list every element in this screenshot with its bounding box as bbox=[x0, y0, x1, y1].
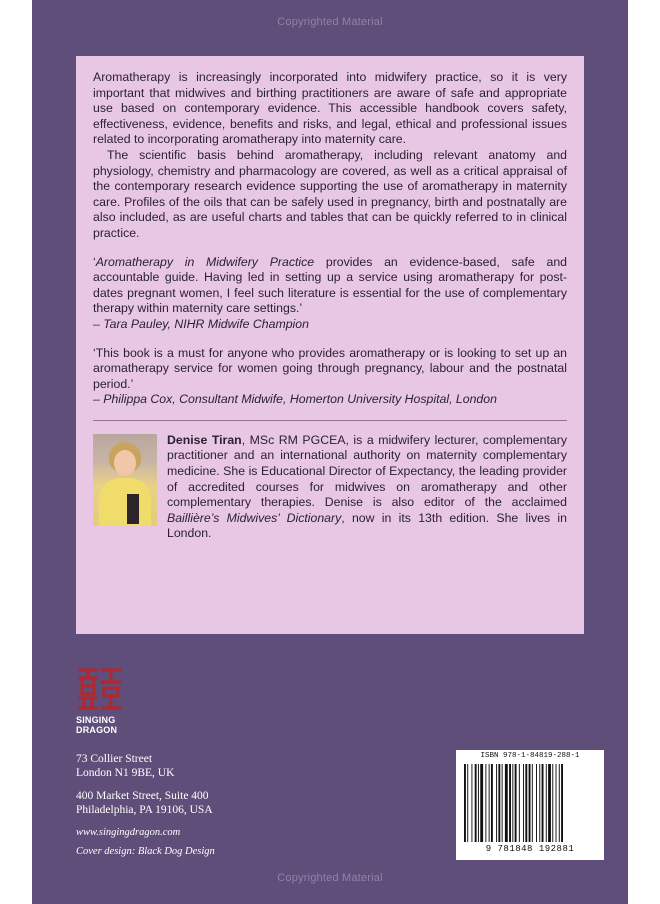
book-title: Aromatherapy in Midwifery Practice bbox=[95, 254, 315, 269]
publisher-logo bbox=[76, 666, 124, 735]
divider bbox=[93, 420, 567, 421]
barcode-bar bbox=[496, 764, 497, 842]
endorsement-attribution-1: – Tara Pauley, NIHR Midwife Champion bbox=[93, 316, 309, 331]
barcode-bar bbox=[536, 764, 537, 842]
publisher-name: SINGING DRAGON bbox=[76, 715, 118, 735]
barcode-box bbox=[456, 750, 604, 860]
barcode-bar bbox=[489, 764, 490, 842]
barcode-bar bbox=[505, 764, 508, 842]
publisher-address bbox=[76, 752, 215, 859]
address-uk-line-2: London N1 9BE, UK bbox=[76, 767, 175, 779]
endorsement-attribution-2: – Philippa Cox, Consultant Midwife, Homerton University Hospital, London bbox=[93, 392, 497, 407]
barcode-bar bbox=[464, 764, 466, 842]
barcode-bar bbox=[478, 764, 479, 842]
barcode-bar bbox=[546, 764, 547, 842]
barcode-bar bbox=[515, 764, 517, 842]
barcode-bar bbox=[519, 764, 520, 842]
publisher-website: www.singingdragon.com bbox=[76, 827, 181, 838]
isbn-text: ISBN 978-1-84819-288-1 bbox=[480, 752, 580, 760]
barcode-bar bbox=[509, 764, 511, 842]
address-uk-line-1: 73 Collier Street bbox=[76, 753, 153, 765]
barcode-bar bbox=[542, 764, 544, 842]
barcode-bar bbox=[556, 764, 557, 842]
barcode-bar bbox=[523, 764, 524, 842]
barcode-bar bbox=[485, 764, 486, 842]
barcode-bar bbox=[475, 764, 477, 842]
barcode-bar bbox=[552, 764, 553, 842]
blurb-panel bbox=[76, 56, 584, 634]
barcode-bar bbox=[471, 764, 472, 842]
barcode-bar bbox=[525, 764, 527, 842]
dictionary-title: Baillière’s Midwives’ Dictionary bbox=[167, 510, 342, 525]
barcode-bar bbox=[529, 764, 531, 842]
barcode-bar bbox=[532, 764, 533, 842]
blurb-paragraph-2: The scientific basis behind aromatherapy, including relevant anatomy and physiology, chemistry and pharmacology are covered, as well as a critical appraisal of the contemporary research evidence supporting the use of aromatherapy in maternity care. Profiles of the oils that can be safely used in pregnancy, birth and postnatally are also included, as are useful charts and tables that can be quickly referred to in clinical practice. bbox=[93, 147, 567, 240]
barcode-bar bbox=[561, 764, 563, 842]
barcode-bar bbox=[559, 764, 560, 842]
watermark-top: Copyrighted Material bbox=[277, 16, 383, 28]
author-bio: Denise Tiran, MSc RM PGCEA, is a midwifery lecturer, complementary practitioner and an international authority on maternity complementary medicine. She is Educational Director of Expectancy, the leading provider of accredited courses for midwives on aromatherapy and other complementary therapies. Denise is also editor of the acclaimed Baillière’s Midwives’ Dictionary, now in its 13th edition. She lives in London. bbox=[167, 432, 567, 541]
barcode-bar bbox=[502, 764, 503, 842]
endorsement-quote-1: ‘Aromatherapy in Midwifery Practice provides an evidence-based, safe and accountable guide. Having led in setting up a service using aromatherapy for post-dates pregnant women, I feel such literature is essential for the use of complementary therapy within maternity care settings.’ bbox=[93, 254, 567, 316]
author-photo bbox=[93, 434, 157, 526]
watermark-bottom: Copyrighted Material bbox=[277, 872, 383, 884]
address-us-line-2: Philadelphia, PA 19106, USA bbox=[76, 804, 213, 816]
barcode-bar bbox=[548, 764, 551, 842]
book-back-cover bbox=[32, 0, 628, 904]
author-block bbox=[93, 433, 567, 542]
singing-dragon-logo-icon bbox=[76, 666, 124, 712]
barcode-bar bbox=[539, 764, 540, 842]
address-us-line-1: 400 Market Street, Suite 400 bbox=[76, 790, 209, 802]
endorsement-quote-2: ‘This book is a must for anyone who provides aromatherapy or is looking to set up an aromatherapy service for women going through pregnancy, labour and the postnatal period.’ bbox=[93, 345, 567, 391]
barcode-bar bbox=[491, 764, 493, 842]
author-name: Denise Tiran bbox=[167, 432, 242, 447]
cover-design-credit: Cover design: Black Dog Design bbox=[76, 846, 215, 857]
ean-number: 9 781848 192881 bbox=[485, 844, 575, 854]
barcode-bar bbox=[498, 764, 500, 842]
barcode-bar bbox=[512, 764, 513, 842]
blurb-paragraph-1: Aromatherapy is increasingly incorporated into midwifery practice, so it is very important that midwives and birthing practitioners are aware of safe and appropriate use based on contemporary evidence. This accessible handbook covers safety, effectiveness, evidence, benefits and risks, and legal, ethical and professional issues related to incorporating aromatherapy into maternity care. bbox=[93, 70, 567, 147]
barcode-bar bbox=[467, 764, 468, 842]
barcode-bar bbox=[480, 764, 483, 842]
